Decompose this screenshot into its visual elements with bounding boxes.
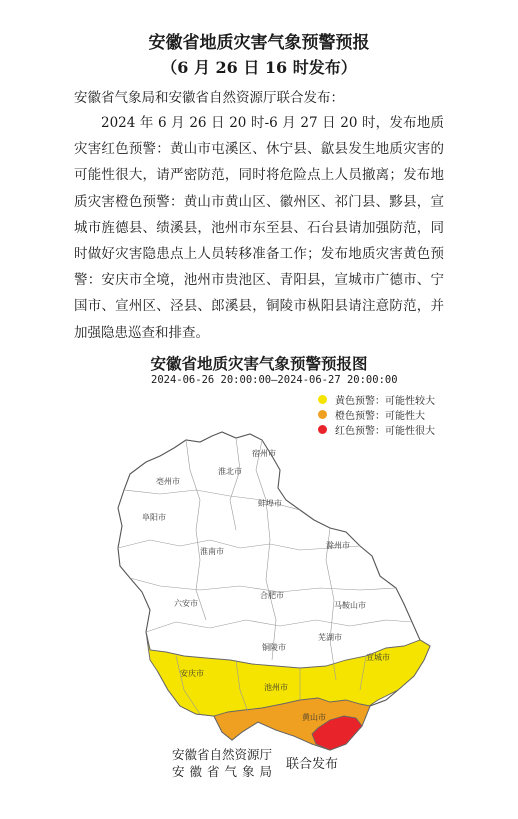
city-label-huaibei: 淮北市 bbox=[218, 467, 242, 476]
footer-org-2: 安徽省气象局 bbox=[172, 764, 278, 779]
city-label-huangshan: 黄山市 bbox=[302, 713, 326, 722]
city-label-suzhou: 宿州市 bbox=[252, 449, 276, 458]
city-label-luan: 六安市 bbox=[174, 599, 198, 608]
document-title: 安徽省地质灾害气象预警预报 bbox=[148, 33, 370, 53]
city-label-wuhu: 芜湖市 bbox=[318, 633, 342, 642]
legend-yellow-label: 黄色预警：可能性较大 bbox=[335, 396, 435, 407]
city-label-chuzhou: 滁州市 bbox=[326, 541, 350, 550]
warning-paragraph: 2024 年 6 月 26 日 20 时-6 月 27 日 20 时，发布地质灾害红色预警：黄山市屯溪区、休宁县、歙县发生地质灾害的可能性很大，请严密防范，同时将危险点上人员撤离；发布地质灾害橙色预警：黄山市黄山区、徽州区、祁门县、黟县，宣城市旌德县、绩溪县，池州市东至县、石台县请加强防范，同时做好灾害隐患点上人员转移准备工作；发布地质灾害黄色预警：安庆市全境，池州市贵池区、青阳县，宣城市广德市、宁国市、宣州区、泾县、郎溪县，铜陵市枞阳县请注意防范，并加强隐患巡查和排查。 bbox=[74, 115, 444, 341]
footer-joint: 联合发布 bbox=[286, 757, 339, 772]
map-title: 安徽省地质灾害气象预警预报图 bbox=[150, 355, 368, 373]
legend-orange-label: 橙色预警：可能性大 bbox=[335, 411, 425, 422]
city-label-anqing: 安庆市 bbox=[180, 669, 204, 678]
city-label-huainan: 淮南市 bbox=[200, 547, 224, 556]
city-label-bozhou: 亳州市 bbox=[156, 477, 180, 486]
intro-line: 安徽省气象局和安徽省自然资源厅联合发布： bbox=[74, 90, 344, 106]
city-label-fuyang: 阜阳市 bbox=[142, 513, 166, 522]
city-label-hefei: 合肥市 bbox=[260, 591, 284, 600]
city-label-maanshan: 马鞍山市 bbox=[334, 601, 366, 610]
city-label-xuancheng: 宣城市 bbox=[366, 653, 390, 662]
footer-org-1: 安徽省自然资源厅 bbox=[172, 747, 273, 762]
legend-red-label: 红色预警：可能性很大 bbox=[335, 426, 435, 437]
city-label-chizhou: 池州市 bbox=[264, 683, 288, 692]
issue-time: （6 月 26 日 16 时发布） bbox=[161, 58, 357, 77]
city-label-tongling: 铜陵市 bbox=[262, 643, 286, 652]
map-period: 2024-06-26 20:00:00—2024-06-27 20:00:00 bbox=[151, 374, 398, 386]
city-label-bengbu: 蚌埠市 bbox=[258, 499, 282, 508]
